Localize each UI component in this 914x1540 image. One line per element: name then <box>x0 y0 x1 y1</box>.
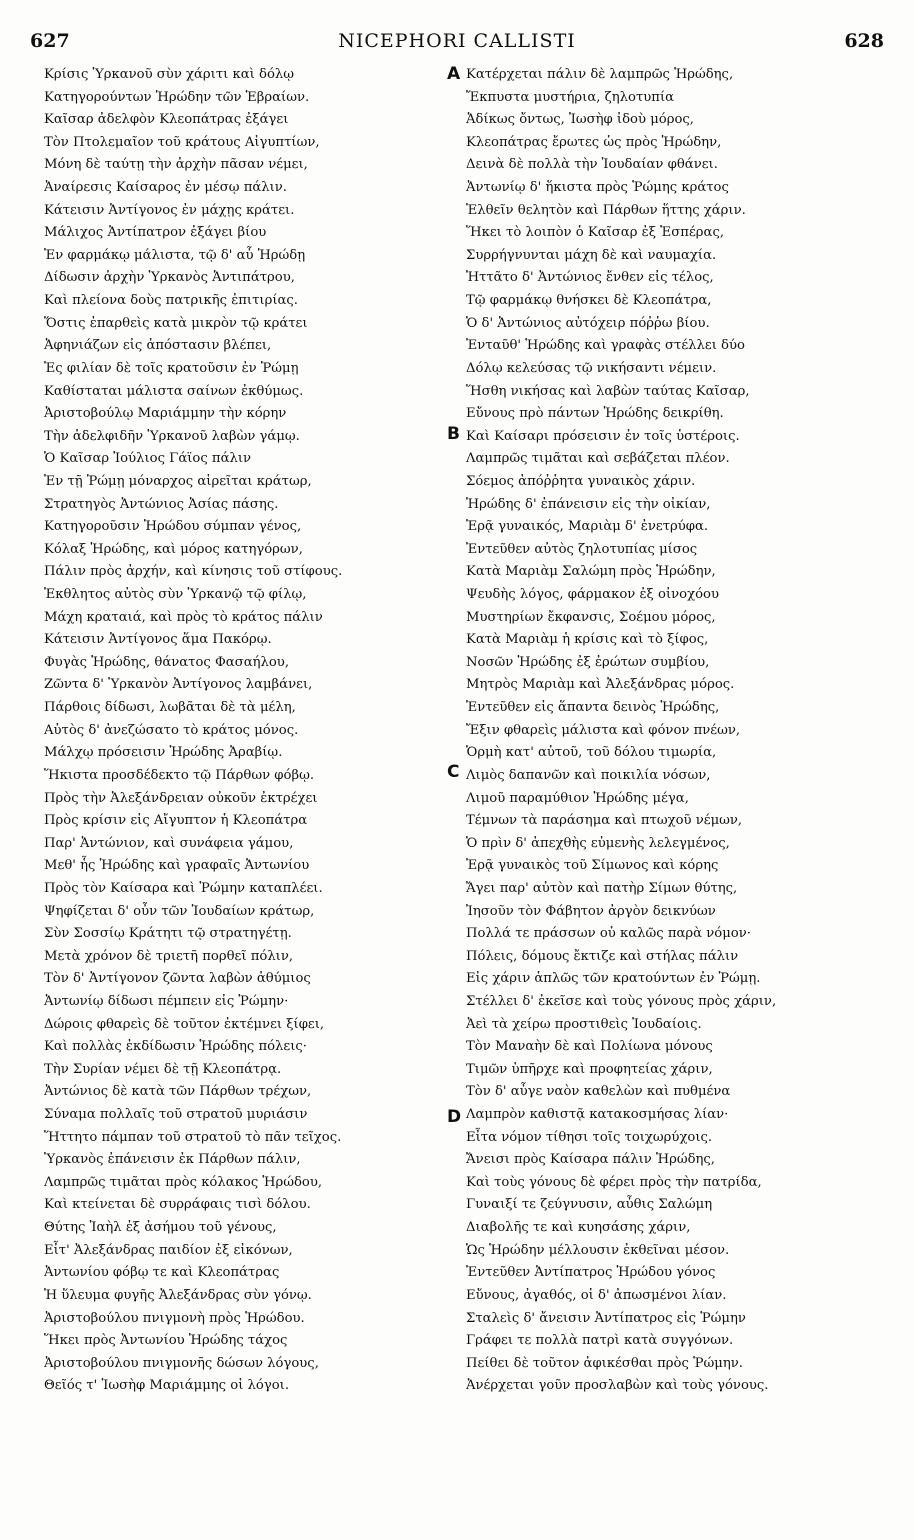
verse-line-right: Εὔνους πρὸ πάντων Ἡρώδης δεικρίθη. <box>466 406 724 422</box>
verse-line-right: Ὁρμὴ κατ' αὐτοῦ, τοῦ δόλου τιμωρία, <box>466 745 717 761</box>
verse-line-right: Τέμνων τὰ παράσημα καὶ πτωχοῦ νέμων, <box>466 813 743 829</box>
verse-line-left: Τὸν δ' Ἀντίγονον ζῶντα λαβὼν ἀθύμιος <box>44 971 311 987</box>
verse-line-left: Σύναμα πολλαῖς τοῦ στρατοῦ μυριάσιν <box>44 1107 308 1123</box>
verse-line-left: Ἡ ὕλευμα φυγῆς Ἀλεξάνδρας σὺν γόνῳ. <box>44 1287 312 1303</box>
verse-line-left: Παρ' Ἀντώνιον, καὶ συνάφεια γάμου, <box>44 835 294 851</box>
verse-line-right: Διαβολῆς τε καὶ κυησάσης χάριν, <box>466 1220 691 1236</box>
verse-line-right: Πολλά τε πράσσων οὐ καλῶς παρὰ νόμον· <box>466 926 751 942</box>
verse-line-left: Ἀριστοβούλῳ Μαριάμμην τὴν κόρην <box>44 406 287 422</box>
verse-line-right: Ἄνεισι πρὸς Καίσαρα πάλιν Ἡρώδης, <box>466 1152 716 1168</box>
verse-line-right: Ἐρᾷ γυναικὸς τοῦ Σίμωνος καὶ κόρης <box>466 858 719 874</box>
verse-line-left: Πρὸς τὸν Καίσαρα καὶ Ῥώμην καταπλέει. <box>44 880 323 896</box>
verse-line-right: Εὔνους, ἀγαθός, οἱ δ' ἀπωσμένοι λίαν. <box>466 1287 727 1303</box>
verse-line-right: Ἀνέρχεται γοῦν προσλαβὼν καὶ τοὺς γόνους. <box>466 1378 769 1394</box>
verse-line-right: Ἡττᾶτο δ' Ἀντώνιος ἔνθεν εἰς τέλος, <box>466 270 714 286</box>
verse-line-right: Γυναιξί τε ζεύγνυσιν, αὖθις Σαλώμη <box>466 1197 713 1213</box>
verse-line-left: Τὸν Πτολεμαῖον τοῦ κράτους Αἰγυπτίων, <box>44 134 320 150</box>
verse-line-left: Μετὰ χρόνον δὲ τριετῆ πορθεῖ πόλιν, <box>44 948 294 964</box>
verse-line-left: Πάλιν πρὸς ἀρχήν, καὶ κίνησις τοῦ στίφους. <box>44 564 343 580</box>
verse-line-right: Καὶ τοὺς γόνους δὲ φέρει πρὸς τὴν πατρίδα, <box>466 1174 762 1190</box>
verse-line-left: Κόλαξ Ἡρώδης, καὶ μόρος κατηγόρων, <box>44 541 303 557</box>
verse-line-left: Καῖσαρ ἀδελφὸν Κλεοπάτρας ἐξάγει <box>44 112 289 128</box>
verse-line-right: Μητρὸς Μαριὰμ καὶ Ἀλεξάνδρας μόρος. <box>466 677 735 693</box>
verse-line-left: Εἶτ' Ἀλεξάνδρας παιδίον ἐξ εἰκόνων, <box>44 1242 293 1258</box>
verse-line-right: Λαμπρῶς τιμᾶται καὶ σεβάζεται πλέον. <box>466 451 730 467</box>
verse-line-left: Ἐν τῇ Ῥώμῃ μόναρχος αἱρεῖται κράτωρ, <box>44 473 312 489</box>
verse-line-left: Φυγὰς Ἡρώδης, θάνατος Φασαήλου, <box>44 654 290 670</box>
left-column <box>44 64 444 1398</box>
verse-line-left: Ἥκιστα προσδέδεκτο τῷ Πάρθων φόβῳ. <box>44 767 315 783</box>
verse-line-left: Πρὸς κρίσιν εἰς Αἴγυπτον ἡ Κλεοπάτρα <box>44 813 308 829</box>
verse-line-left: Ἀναίρεσις Καίσαρος ἐν μέσῳ πάλιν. <box>44 180 288 196</box>
verse-line-left: Καὶ πολλὰς ἐκδίδωσιν Ἡρώδης πόλεις· <box>44 1039 307 1055</box>
verse-line-left: Θύτης Ἰαὴλ ἐξ ἀσήμου τοῦ γένους, <box>44 1220 277 1236</box>
page-number-right: 628 <box>844 30 884 52</box>
verse-line-left: Μόνη δὲ ταύτῃ τὴν ἀρχὴν πᾶσαν νέμει, <box>44 157 308 173</box>
verse-line-right: Ὁ δ' Ἀντώνιος αὐτόχειρ πόῤῥω βίου. <box>466 315 710 331</box>
verse-line-left: Αὐτὸς δ' ἀνεζώσατο τὸ κράτος μόνος. <box>44 722 299 738</box>
verse-line-left: Στρατηγὸς Ἀντώνιος Ἀσίας πάσης. <box>44 496 279 512</box>
verse-line-left: Θεῖός τ' Ἰωσὴφ Μαριάμμης οἱ λόγοι. <box>44 1378 290 1394</box>
verse-line-left: Καὶ κτείνεται δὲ συρράφαις τισὶ δόλου. <box>44 1197 311 1213</box>
verse-line-right: Εἰς χάριν ἁπλῶς τῶν κρατούντων ἐν Ῥώμῃ. <box>466 971 761 987</box>
verse-line-left: Ψηφίζεται δ' οὖν τῶν Ἰουδαίων κράτωρ, <box>44 903 315 919</box>
right-column <box>466 64 886 1398</box>
verse-line-right: Ἄγει παρ' αὐτὸν καὶ πατὴρ Σίμων θύτης, <box>466 880 738 896</box>
verse-line-right: Σόεμος ἀπόῤῥητα γυναικὸς χάριν. <box>466 473 696 489</box>
verse-line-right: Ἐντεῦθεν αὐτὸς ζηλοτυπίας μίσος <box>466 541 698 557</box>
section-marker-a: A <box>447 64 461 84</box>
verse-line-right: Ἰησοῦν τὸν Φάβητον ἀργὸν δεικνύων <box>466 903 716 919</box>
verse-line-right: Πόλεις, δόμους ἔκτιζε καὶ στήλας πάλιν <box>466 948 739 964</box>
verse-line-left: Κατηγορούντων Ἡρώδην τῶν Ἑβραίων. <box>44 89 310 105</box>
verse-line-left: Δώροις φθαρεὶς δὲ τοῦτον ἐκτέμνει ξίφει, <box>44 1016 325 1032</box>
verse-line-left: Μάλχῳ πρόσεισιν Ἡρώδης Ἀραβίῳ. <box>44 745 283 761</box>
verse-line-right: Λιμὸς δαπανῶν καὶ ποικιλία νόσων, <box>466 767 711 783</box>
verse-line-right: Τὸν δ' αὖγε ναὸν καθελὼν καὶ πυθμένα <box>466 1084 731 1100</box>
verse-line-left: Κάτεισιν Ἀντίγονος ἐν μάχῃς κράτει. <box>44 202 295 218</box>
verse-line-left: Κατηγοροῦσιν Ἡρώδου σύμπαν γένος, <box>44 519 302 535</box>
verse-line-right: Ἔξιν φθαρεὶς μάλιστα καὶ φόνον πνέων, <box>466 722 741 738</box>
verse-line-right: Συρρήγνυνται μάχη δὲ καὶ ναυμαχία. <box>466 247 717 263</box>
verse-line-left: Κάτεισιν Ἀντίγονος ἅμα Πακόρῳ. <box>44 632 272 648</box>
verse-line-left: Ἀντώνιος δὲ κατὰ τῶν Πάρθων τρέχων, <box>44 1084 312 1100</box>
verse-line-right: Σταλεὶς δ' ἄνεισιν Ἀντίπατρος εἰς Ῥώμην <box>466 1310 746 1326</box>
verse-line-left: Ὑρκανὸς ἐπάνεισιν ἐκ Πάρθων πάλιν, <box>44 1152 301 1168</box>
verse-line-right: Τιμῶν ὑπῆρχε καὶ προφητείας χάριν, <box>466 1061 713 1077</box>
verse-line-left: Ἐν φαρμάκῳ μάλιστα, τῷ δ' αὖ Ἡρώδῃ <box>44 247 306 263</box>
verse-line-right: Καὶ Καίσαρι πρόσεισιν ἐν τοῖς ὑστέροις. <box>466 428 740 444</box>
verse-line-left: Ἀριστοβούλου πνιγμονὴ πρὸς Ἡρώδου. <box>44 1310 305 1326</box>
verse-line-left: Ἐκθλητος αὐτὸς σὺν Ὑρκανῷ τῷ φίλῳ, <box>44 587 307 603</box>
verse-line-left: Μεθ' ἧς Ἡρώδης καὶ γραφαῖς Ἀντωνίου <box>44 858 310 874</box>
verse-line-right: Τῷ φαρμάκῳ θνήσκει δὲ Κλεοπάτρα, <box>466 293 712 309</box>
page-header <box>0 30 914 58</box>
verse-line-right: Ἀντωνίῳ δ' ἥκιστα πρὸς Ῥώμης κράτος <box>466 180 729 196</box>
verse-line-left: Καθίσταται μάλιστα σαίνων ἐκθύμως. <box>44 383 304 399</box>
verse-line-right: Ἐντεῦθεν Ἀντίπατρος Ἡρώδου γόνος <box>466 1265 716 1281</box>
verse-line-right: Μυστηρίων ἔκφανσις, Σοέμου μόρος, <box>466 609 716 625</box>
verse-line-right: Λιμοῦ παραμύθιον Ἡρώδης μέγα, <box>466 790 689 806</box>
verse-line-right: Τὸν Μαναὴν δὲ καὶ Πολίωνα μόνους <box>466 1039 713 1055</box>
verse-line-right: Κλεοπάτρας ἔρωτες ὡς πρὸς Ἡρώδην, <box>466 134 722 150</box>
verse-line-left: Ζῶντα δ' Ὑρκανὸν Ἀντίγονος λαμβάνει, <box>44 677 313 693</box>
verse-line-right: Ἐρᾷ γυναικός, Μαριὰμ δ' ἐνετρύφα. <box>466 519 709 535</box>
verse-line-right: Ἀεὶ τὰ χείρω προστιθεὶς Ἰουδαίοις. <box>466 1016 702 1032</box>
verse-line-left: Κρίσις Ὑρκανοῦ σὺν χάριτι καὶ δόλῳ <box>44 67 295 82</box>
verse-line-right: Κατέρχεται πάλιν δὲ λαμπρῶς Ἡρώδης, <box>466 67 734 82</box>
section-marker-b: B <box>447 424 460 444</box>
verse-line-left: Μάχη κραταιά, καὶ πρὸς τὸ κράτος πάλιν <box>44 609 323 625</box>
verse-line-left: Λαμπρῶς τιμᾶται πρὸς κόλακος Ἡρώδου, <box>44 1174 323 1190</box>
verse-line-right: Γράφει τε πολλὰ πατρὶ κατὰ συγγόνων. <box>466 1333 734 1349</box>
verse-line-right: Ὡς Ἡρώδην μέλλουσιν ἐκθεῖναι μέσον. <box>466 1242 730 1258</box>
verse-line-left: Ἥκει πρὸς Ἀντωνίου Ἡρώδης τάχος <box>44 1333 288 1349</box>
verse-line-right: Δόλῳ κελεύσας τῷ νικήσαντι νέμειν. <box>466 360 717 376</box>
verse-line-right: Στέλλει δ' ἐκεῖσε καὶ τοὺς γόνους πρὸς χάριν, <box>466 993 777 1009</box>
verse-line-left: Δίδωσιν ἀρχὴν Ὑρκανὸς Ἀντιπάτρου, <box>44 270 295 286</box>
verse-line-right: Εἶτα νόμον τίθησι τοῖς τοιχωρύχοις. <box>466 1129 713 1145</box>
verse-line-right: Κατὰ Μαριὰμ ἡ κρίσις καὶ τὸ ξίφος, <box>466 632 709 648</box>
running-title: NICEPHORI CALLISTI <box>338 30 576 52</box>
verse-line-left: Ὁ Καῖσαρ Ἰούλιος Γάϊος πάλιν <box>44 451 252 467</box>
verse-line-right: Ἔκπυστα μυστήρια, ζηλοτυπία <box>466 89 675 105</box>
verse-line-left: Ἀντωνίῳ δίδωσι πέμπειν εἰς Ῥώμην· <box>44 993 289 1009</box>
verse-line-left: Σὺν Σοσσίῳ Κράτητι τῷ στρατηγέτῃ. <box>44 926 292 942</box>
verse-line-right: Ἡρώδης δ' ἐπάνεισιν εἰς τὴν οἰκίαν, <box>466 496 711 512</box>
verse-line-right: Ἐνταῦθ' Ἡρώδης καὶ γραφὰς στέλλει δύο <box>466 338 745 354</box>
verse-line-left: Ἐς φιλίαν δὲ τοῖς κρατοῦσιν ἐν Ῥώμῃ <box>44 360 299 376</box>
verse-line-left: Ὅστις ἐπαρθεὶς κατὰ μικρὸν τῷ κράτει <box>44 315 308 331</box>
page-number-left: 627 <box>30 30 70 52</box>
section-marker-c: C <box>447 762 460 782</box>
verse-line-right: Νοσῶν Ἡρώδης ἐξ ἐρώτων συμβίου, <box>466 654 710 670</box>
verse-line-right: Ἥσθη νικήσας καὶ λαβὼν ταύτας Καῖσαρ, <box>466 383 750 399</box>
verse-line-left: Καὶ πλείονα δοὺς πατρικῆς ἐπιτιρίας. <box>44 293 298 309</box>
verse-line-left: Πάρθοις δίδωσι, λωβᾶται δὲ τὰ μέλη, <box>44 700 296 716</box>
verse-line-left: Τὴν Συρίαν νέμει δὲ τῇ Κλεοπάτρᾳ. <box>44 1061 282 1077</box>
verse-line-right: Δεινὰ δὲ πολλὰ τὴν Ἰουδαίαν φθάνει. <box>466 157 718 173</box>
verse-line-right: Ἐλθεῖν θελητὸν καὶ Πάρθων ἥττης χάριν. <box>466 202 746 218</box>
verse-line-right: Κατὰ Μαριὰμ Σαλώμη πρὸς Ἡρώδην, <box>466 564 716 580</box>
verse-line-right: Ἥκει τὸ λοιπὸν ὁ Καῖσαρ ἐξ Ἑσπέρας, <box>466 225 725 241</box>
verse-line-right: Λαμπρὸν καθιστᾷ κατακοσμήσας λίαν· <box>466 1107 729 1123</box>
verse-line-left: Μάλιχος Ἀντίπατρον ἐξάγει βίου <box>44 225 267 241</box>
verse-line-right: Ψευδὴς λόγος, φάρμακον ἐξ οἰνοχόου <box>466 587 719 603</box>
verse-line-left: Ἥττητο πάμπαν τοῦ στρατοῦ τὸ πᾶν τεῖχος. <box>44 1129 342 1145</box>
verse-line-left: Τὴν ἀδελφιδῆν Ὑρκανοῦ λαβὼν γάμῳ. <box>44 428 300 444</box>
verse-line-left: Ἀφηνιάζων εἰς ἀπόστασιν βλέπει, <box>44 338 272 354</box>
verse-line-left: Ἀντωνίου φόβῳ τε καὶ Κλεοπάτρας <box>44 1265 280 1281</box>
verse-line-right: Ὁ πρὶν δ' ἀπεχθὴς εὐμενὴς λελεγμένος, <box>466 835 730 851</box>
verse-line-left: Πρὸς τὴν Ἀλεξάνδρειαν οὐκοῦν ἐκτρέχει <box>44 790 318 806</box>
section-marker-d: D <box>447 1107 462 1127</box>
verse-line-left: Ἀριστοβούλου πνιγμονῆς δώσων λόγους, <box>44 1355 319 1371</box>
verse-line-right: Ἀδίκως ὄντως, Ἰωσὴφ ἰδοὺ μόρος, <box>466 112 694 128</box>
verse-line-right: Πείθει δὲ τοῦτον ἀφικέσθαι πρὸς Ῥώμην. <box>466 1355 743 1371</box>
verse-line-right: Ἐντεῦθεν εἰς ἅπαντα δεινὸς Ἡρώδης, <box>466 700 720 716</box>
